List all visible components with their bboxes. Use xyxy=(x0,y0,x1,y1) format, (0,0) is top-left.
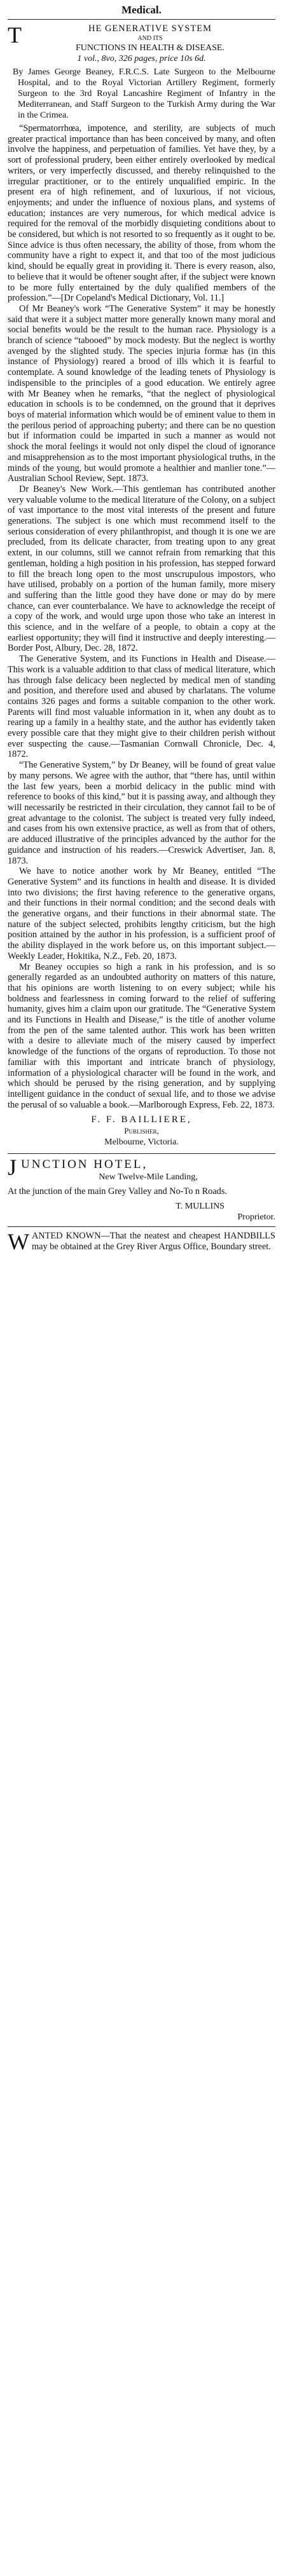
wanted-text: ANTED KNOWN—That the neatest and cheapest HANDBILLS may be obtained at the Grey River Argus Office, Boundary street. xyxy=(31,1231,275,1252)
book-reviews xyxy=(8,123,275,1110)
publisher-location: Melbourne, Victoria. xyxy=(104,1137,179,1148)
publisher-imprint xyxy=(8,1114,275,1148)
hotel-body: At the junction of the main Grey Valley and No-To n Roads. xyxy=(8,1186,227,1197)
book-byline: By James George Beaney, F.R.C.S. Late Surgeon to the Melbourne Hospital, and to the Royal Victorian Artillery Regiment, formerly Surgeon to the 3rd Royal Lancashire Regiment of Infantry in the Mediterranean, and Staff Surgeon to the Turkish Army during the War in the Crimea. xyxy=(13,67,275,120)
review-paragraph: The Generative System, and its Functions in Health and Disease.—This work is a valuable addition to that class of medical literature, which has through false delicacy been neglected by medical men of standing and position, and therefore used and abused by charlatans. The volume contains 326 pages and forms a suitable companion to the other work. Parents will find most valuable information in it, when any doubt as to rearing up a family in a healthy state, and the author has evidently taken every possible care that they might give to their children perish without ever suspecting the cause.—Tasmanian Cornwall Chronicle, Dec. 4, 1872. xyxy=(8,654,275,760)
wanted-initial: W xyxy=(8,1229,29,1255)
wanted-advertisement xyxy=(8,1229,275,1255)
hotel-title-rest: UNCTION HOTEL, xyxy=(21,1158,148,1172)
book-advertisement xyxy=(8,24,275,1148)
review-paragraph: “Spermatorrhœa, impotence, and sterility, are subjects of much greater practical importance than has been conceived by many, and often involve the happiness, and perpetuation of families. Yet have they, by a sort of professional prudery, been either entirely overlooked by medical writers, or very imperfectly discussed, and thereby relinquished to the irregular practitioner, or to the entirely unqualified empiric. In the present era of high refinement, and of luxurious, if not vicious, enjoyments; and under the influence of noxious plans, and systems of education; instances are very numerous, for which medical advice is required for the removal of the morbidly disquieting conditions about to be considered, but which is not resorted to so frequently as it ought to be. Since advice is thus often necessary, the ability of those, from whom the community have a right to expect it, and that too of the most judicious kind, should be equally great in providing it. There is every reason, also, to believe that it would be oftener sought after, if the subject were known to be more fully entertained by the duly qualified members of the profession.”—[Dr Copeland's Medical Dictionary, Vol. 11.] xyxy=(8,123,275,304)
ad-divider xyxy=(8,1226,275,1227)
book-title-connector: AND ITS xyxy=(137,35,163,42)
review-paragraph: “The Generative System,” by Dr Beaney, will be found of great value by many persons. We agree with the author, that “there has, until within the last few years, been a morbid delicacy in the public mind with reference to books of this kind,” but it is passing away, and although they will necessarily be restricted in their circulation, they cannot fail to be of great advantage to the colonist. The subject is treated very fully indeed, and cases from his own extensive practice, as well as from that of others, are adduced illustrative of the principles advanced by the author for the guidance and instruction of his readers.—Creswick Advertiser, Jan. 8, 1873. xyxy=(8,760,275,866)
book-details: 1 vol., 8vo, 326 pages, price 10s 6d. xyxy=(77,54,206,64)
section-heading: Medical. xyxy=(121,4,162,16)
publisher-name: F. F. BAILLIERE, xyxy=(91,1115,192,1125)
proprietor-role: Proprietor. xyxy=(237,1212,275,1223)
hotel-advertisement xyxy=(8,1155,275,1223)
section-divider xyxy=(8,19,275,20)
hotel-subtitle: New Twelve-Mile Landing, xyxy=(99,1172,198,1183)
ad-divider xyxy=(8,1153,275,1154)
book-title-initial: T xyxy=(8,22,22,48)
review-paragraph: Mr Beaney occupies so high a rank in his profession, and is so generally regarded as an undoubted authority on matters of this nature, that his opinions are worth listening to on every subject; while his boldness and fearlessness in coming forward to the relief of suffering humanity, gives him a claim upon our gratitude. The “Generative System and its Functions in Health and Disease,” is the title of another volume from the pen of the same talented author. This work has been written with a desire to alleviate much of the misery caused by imperfect knowledge of the functions of the organs of reproduction. To those not familiar with this important and intricate branch of physiology, information of a physiological character will be found in the work, and which should be perused by the rising generation, and by supplying intelligent guidance in the conduct of sexual life, and to those we advise the perusal of so valuable a book.—Marlborough Express, Feb. 22, 1873. xyxy=(8,961,275,1110)
proprietor-name: T. MULLINS xyxy=(176,1202,224,1212)
publisher-role: Publisher, xyxy=(124,1126,159,1136)
hotel-title-initial: J xyxy=(8,1155,19,1181)
book-subtitle: FUNCTIONS IN HEALTH & DISEASE. xyxy=(76,43,224,53)
review-paragraph: We have to notice another work by Mr Beaney, entitled “The Generative System” and its functions in health and disease. It is divided into two divisions; the first having reference to the generative organs, and their functions in their normal condition; and the second deals with the generative organs, and their functions in their abnormal state. The nature of the subject selected, prohibits lengthy criticism, but the high position attained by the author in his profession, is a sufficient proof of the ability displayed in the work before us, on this important subject.—Weekly Leader, Hokitika, N.Z., Feb. 20, 1873. xyxy=(8,866,275,961)
review-paragraph: Dr Beaney's New Work.—This gentleman has contributed another very valuable volume to the medical literature of the Colony, on a subject of vast importance to the most vital interests of the present and future generations. The subject is one which must recommend itself to the serious consideration of every philanthropist, and though it is one we are precluded, from its delicate character, from treating upon to any great extent, in our columns, still we cannot refrain from remarking that this gentleman, holding a high position in his profession, has stepped forward to fill the breach long open to the most unscrupulous impostors, who have utilised, probably on a portion of the human family, more misery and suffering than the little good they have done or may do by mere chance, can ever counterbalance. We have to acknowledge the receipt of a copy of the work, and would urge upon those who take an interest in this science, and in the welfare of a people, to obtain a copy at the earliest opportunity; they will find it instructive and deeply interesting.—Border Post, Albury, Dec. 28, 1872. xyxy=(8,484,275,654)
review-paragraph: Of Mr Beaney's work “The Generative System” it may be honestly said that were it a subject matter more generally known many moral and social benefits would be the result to the human race. Physiology is a branch of science “tabooed” by mock modesty. But the neglect is worthy avenged by the slighted study. The species injuria formæ has (in this instance of Physiology) reared a brood of ills which it is fearful to contemplate. A sound knowledge of the leading tenets of Physiology is indispensible to the principles of a good education. We entirely agree with Mr Beaney when he remarks, “that the neglect of physiological education in schools is to be condemned, on the ground that it deprives boys of material information which would be of eminent value to them in the perilous period of approaching puberty; and there can be no question but if information could be imparted in such a manner as would not shock the moral feelings it would not only dispel the cloud of ignorance and misapprehension as to the most important physiological truths, in the minds of the young, but would promote a healthier and manlier tone.”—Australian School Review, Sept. 1873. xyxy=(8,303,275,484)
book-title-rest: HE GENERATIVE SYSTEM xyxy=(88,24,212,34)
hotel-proprietor xyxy=(8,1201,275,1223)
